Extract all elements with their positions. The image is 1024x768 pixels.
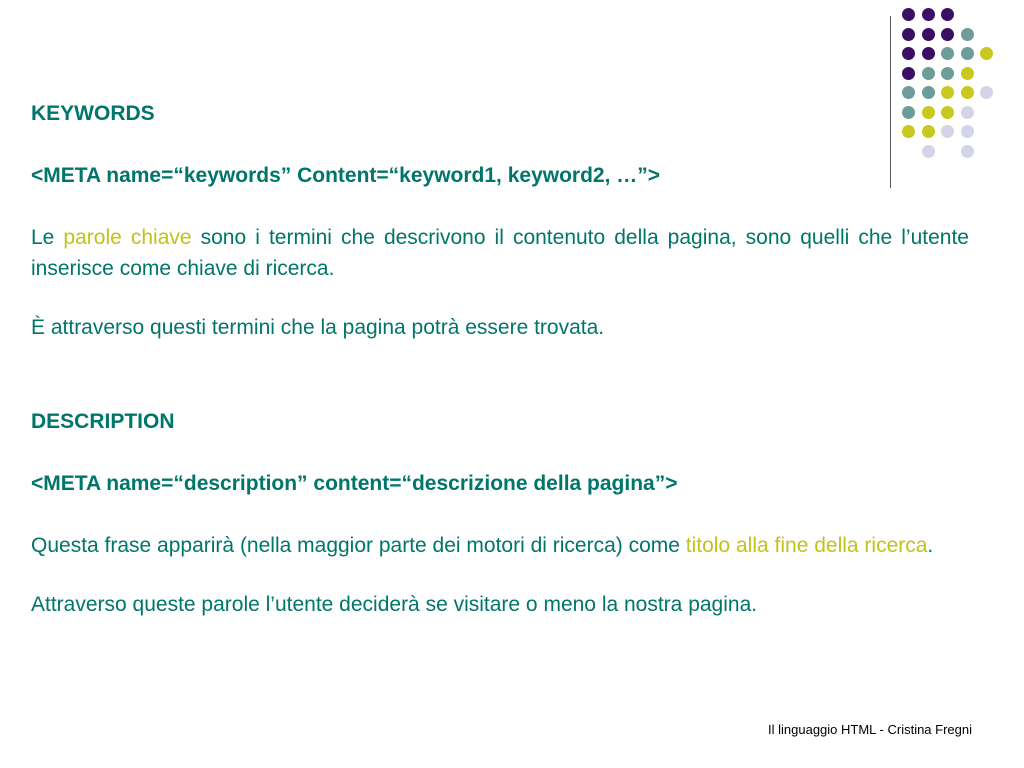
keywords-paragraph-start: Le [31, 226, 64, 249]
keywords-paragraph [31, 222, 969, 284]
slide-content [31, 98, 969, 620]
spacer [31, 129, 969, 160]
spacer [31, 499, 969, 530]
description-highlight: titolo alla fine della ricerca [685, 534, 928, 557]
decorative-dot [961, 67, 974, 80]
decorative-dot [902, 47, 915, 60]
decorative-dot [980, 47, 993, 60]
description-paragraph-start: Questa frase apparirà (nella maggior parte dei motori di ricerca) come [31, 534, 686, 557]
decorative-dot [941, 67, 954, 80]
keywords-paragraph-2: È attraverso questi termini che la pagina potrà essere trovata. [31, 316, 605, 339]
description-heading: DESCRIPTION [31, 410, 175, 433]
decorative-dot [941, 8, 954, 21]
spacer [31, 437, 969, 468]
spacer [31, 284, 969, 312]
decorative-dot [980, 86, 993, 99]
decorative-dot [902, 67, 915, 80]
slide-footer: Il linguaggio HTML - Cristina Fregni [768, 722, 972, 737]
decorative-dot [941, 28, 954, 41]
keywords-paragraph-end: sono i termini che descrivono il contenuto della pagina, sono quelli che l’utente inserisce come chiave di ricerca. [31, 226, 969, 280]
description-paragraph-2: Attraverso queste parole l’utente deciderà se visitare o meno la nostra pagina. [31, 593, 758, 616]
spacer [31, 343, 969, 406]
keywords-highlight: parole chiave [63, 226, 192, 249]
decorative-dot [961, 47, 974, 60]
description-meta-code: <META name=“description” content=“descrizione della pagina”> [31, 472, 678, 495]
decorative-dot [922, 28, 935, 41]
decorative-dot [922, 8, 935, 21]
decorative-dot [902, 28, 915, 41]
keywords-meta-code: <META name=“keywords” Content=“keyword1, keyword2, …”> [31, 164, 661, 187]
spacer [31, 191, 969, 222]
decorative-dot [902, 8, 915, 21]
decorative-dot [961, 28, 974, 41]
spacer [31, 561, 969, 589]
decorative-dot [941, 47, 954, 60]
description-paragraph-end: . [927, 534, 934, 557]
decorative-dot [922, 67, 935, 80]
keywords-heading: KEYWORDS [31, 102, 155, 125]
decorative-dot [922, 47, 935, 60]
description-paragraph [31, 530, 969, 561]
